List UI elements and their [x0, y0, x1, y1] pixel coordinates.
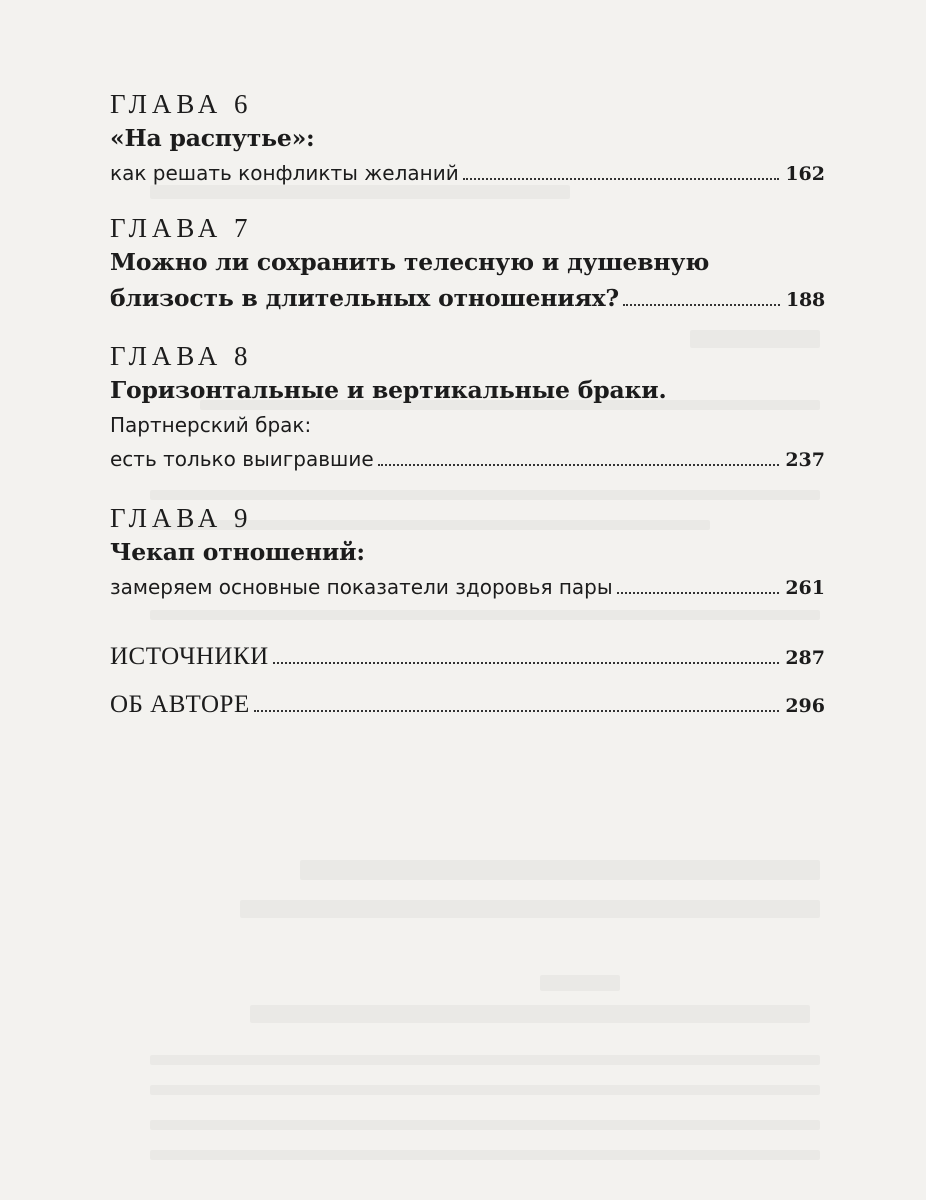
toc-entry-chapter-9[interactable] [110, 502, 825, 605]
chapter-title-continuation: близость в длительных отношениях? [110, 284, 619, 312]
toc-entry-sources[interactable] [110, 640, 825, 675]
dot-leader [273, 662, 780, 664]
toc-entry-about-author[interactable] [110, 688, 825, 723]
chapter-subtitle-line-2: есть только выигравшие [110, 447, 374, 471]
page-number: 296 [785, 695, 825, 717]
chapter-subtitle: как решать конфликты желаний [110, 161, 459, 185]
page-number: 287 [785, 647, 825, 669]
dot-leader [623, 304, 780, 306]
sources-line [110, 640, 825, 675]
page-number: 162 [785, 163, 825, 185]
toc-entry-chapter-6[interactable] [110, 88, 825, 191]
page-number: 261 [785, 577, 825, 599]
chapter-subtitle-line [110, 156, 825, 191]
chapter-title: «На распутье»: [110, 124, 315, 152]
sources-label: ИСТОЧНИКИ [110, 643, 269, 670]
dot-leader [254, 710, 780, 712]
dot-leader [463, 178, 780, 180]
about-author-label: ОБ АВТОРЕ [110, 691, 250, 718]
chapter-label: ГЛАВА 7 [110, 213, 253, 243]
chapter-subtitle-line [110, 570, 825, 605]
chapter-subtitle-line-1: Партнерский брак: [110, 413, 312, 437]
page-number: 237 [785, 449, 825, 471]
about-author-line [110, 688, 825, 723]
chapter-subtitle: замеряем основные показатели здоровья пары [110, 575, 613, 599]
dot-leader [378, 464, 780, 466]
chapter-title-line-1: Можно ли сохранить телесную и душевную [110, 248, 710, 276]
chapter-subtitle-line [110, 442, 825, 477]
toc-entry-chapter-8[interactable] [110, 340, 825, 477]
chapter-title: Горизонтальные и вертикальные браки. [110, 376, 667, 404]
chapter-label: ГЛАВА 8 [110, 341, 253, 371]
page-number: 188 [785, 289, 825, 311]
chapter-label: ГЛАВА 9 [110, 503, 253, 533]
chapter-title: Чекап отношений: [110, 538, 365, 566]
toc-entry-chapter-7[interactable] [110, 212, 825, 318]
dot-leader [617, 592, 780, 594]
chapter-label: ГЛАВА 6 [110, 89, 253, 119]
chapter-title-line-2 [110, 280, 825, 318]
